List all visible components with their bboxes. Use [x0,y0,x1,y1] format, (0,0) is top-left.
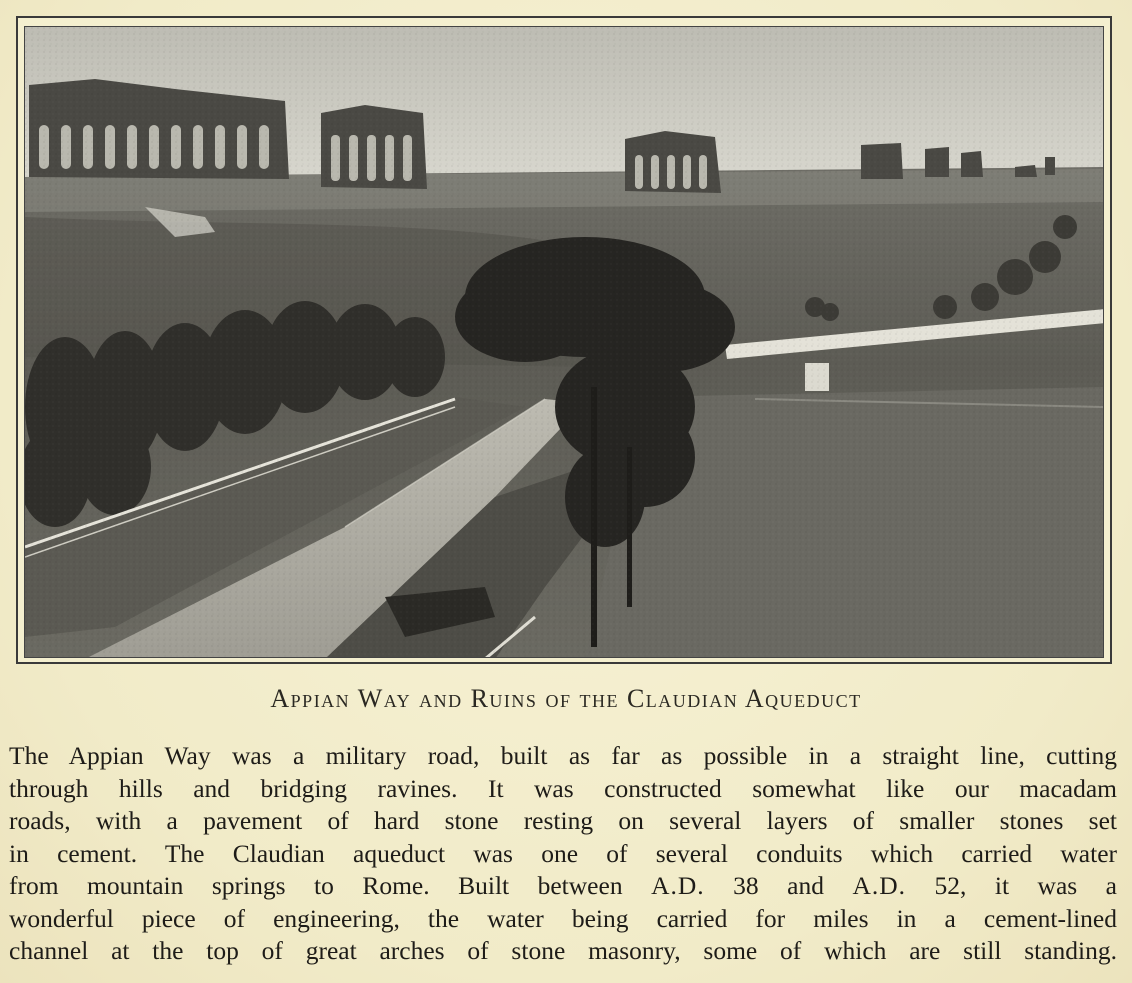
era-abbreviation: A.D. [651,871,705,900]
text-run: channel at the top of great arches of stone masonry, some of which are still standing. [9,936,1117,965]
text-run: through hills and bridging ravines. It was constructed somewhat like our macadam [9,773,1117,803]
paragraph-line [9,805,1117,838]
paragraph-line [9,935,1117,968]
era-abbreviation: A.D. [852,871,907,900]
text-run: roads, with a pavement of hard stone resting on several layers of smaller stones set [9,806,1117,835]
paragraph-line [9,740,1117,773]
paragraph-line [9,870,1117,903]
article-paragraph [9,740,1117,968]
photo-caption: Appian Way and Ruins of the Claudian Aqueduct [270,684,862,713]
text-run: The Appian Way was a military road, built as far as possible in a straight line, cutting [9,741,1117,770]
text-run: wonderful piece of engineering, the water being carried for miles in a cement-lined [9,903,1117,933]
paragraph-line [9,838,1117,871]
text-run: 52, it was a [906,871,1117,900]
paragraph-line [9,903,1117,936]
appian-way-photograph [24,26,1104,658]
text-run: in cement. The Claudian aqueduct was one of several conduits which carried water [9,838,1117,868]
text-run: 38 and [704,871,853,900]
text-run: from mountain springs to Rome. Built between [9,871,652,900]
paragraph-line [9,773,1117,806]
